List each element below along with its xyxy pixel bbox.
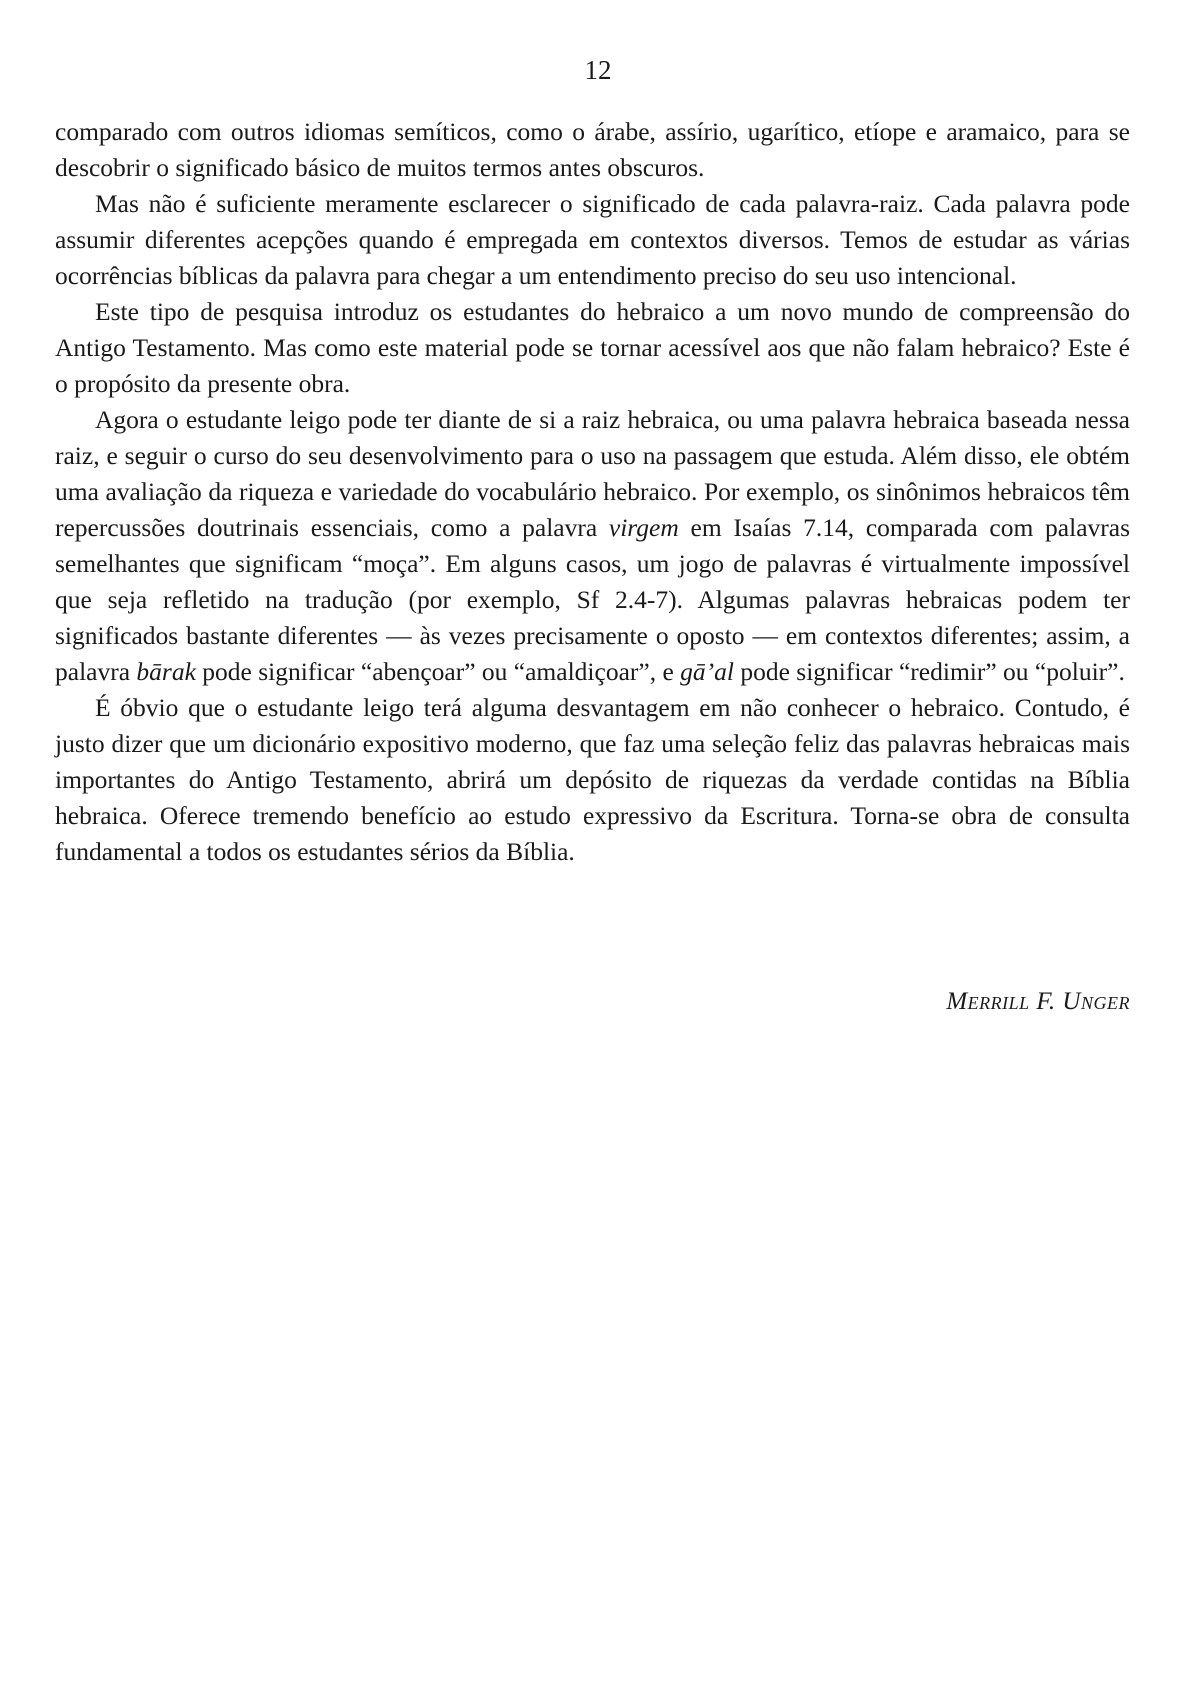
author-signature: Merrill F. Unger — [946, 988, 1130, 1015]
body-text — [55, 114, 1130, 870]
paragraph-text: É óbvio que o estudante leigo terá alguma desvantagem em não conhecer o hebraico. Contudo, é justo dizer que um dicionário expositivo moderno, que faz uma seleção feliz das palavras hebraicas mais importantes do Antigo Testamento, abrirá um depósito de riquezas da verdade contidas na Bíblia hebraica. Oferece tremendo benefício ao estudo expressivo da Escritura. Torna-se obra de consulta fundamental a todos os estudantes sérios da Bíblia. — [55, 693, 1130, 866]
term-virgem: virgem — [608, 513, 679, 542]
paragraph-text: comparado com outros idiomas semíticos, como o árabe, assírio, ugarítico, etíope e aramaico, para se descobrir o significado básico de muitos termos antes obscuros. — [55, 117, 1130, 182]
paragraph-5 — [55, 690, 1130, 870]
page-number: 12 — [584, 55, 612, 85]
paragraph-3 — [55, 294, 1130, 402]
paragraph-2 — [55, 186, 1130, 294]
paragraph-4 — [55, 402, 1130, 690]
term-gaal: gā’al — [680, 657, 734, 686]
paragraph-text: Mas não é suficiente meramente esclarecer o significado de cada palavra-raiz. Cada palavra pode assumir diferentes acepções quando é empregada em contextos diversos. Temos de estudar as várias ocorrências bíblicas da palavra para chegar a um entendimento preciso do seu uso intencional. — [55, 189, 1130, 290]
paragraph-text: Este tipo de pesquisa introduz os estudantes do hebraico a um novo mundo de compreensão do Antigo Testamento. Mas como este material pode se tornar acessível aos que não falam hebraico? Este é o propósito da presente obra. — [55, 297, 1130, 398]
paragraph-text: pode significar “redimir” ou “poluir”. — [733, 657, 1125, 686]
paragraph-text: em Isaías 7.14, comparada com palavras semelhantes que significam “moça”. Em alguns casos, um jogo de palavras é virtualmente impossível que seja refletido na tradução (por exemplo, Sf 2.4-7). Algumas palavras hebraicas podem ter significados bastante diferentes — às vezes precisamente o oposto — em contextos diferentes; assim, a palavra — [55, 513, 1130, 686]
paragraph-text: pode significar “abençoar” ou “amaldiçoar”, e — [195, 657, 681, 686]
term-barak: bārak — [136, 657, 196, 686]
paragraph-text: Agora o estudante leigo pode ter diante de si a raiz hebraica, ou uma palavra hebraica baseada nessa raiz, e seguir o curso do seu desenvolvimento para o uso na passagem que estuda. Além disso, ele obtém uma avaliação da riqueza e variedade do vocabulário hebraico. Por exemplo, os sinônimos hebraicos têm repercussões doutrinais essenciais, como a palavra — [55, 405, 1130, 542]
paragraph-1 — [55, 114, 1130, 186]
